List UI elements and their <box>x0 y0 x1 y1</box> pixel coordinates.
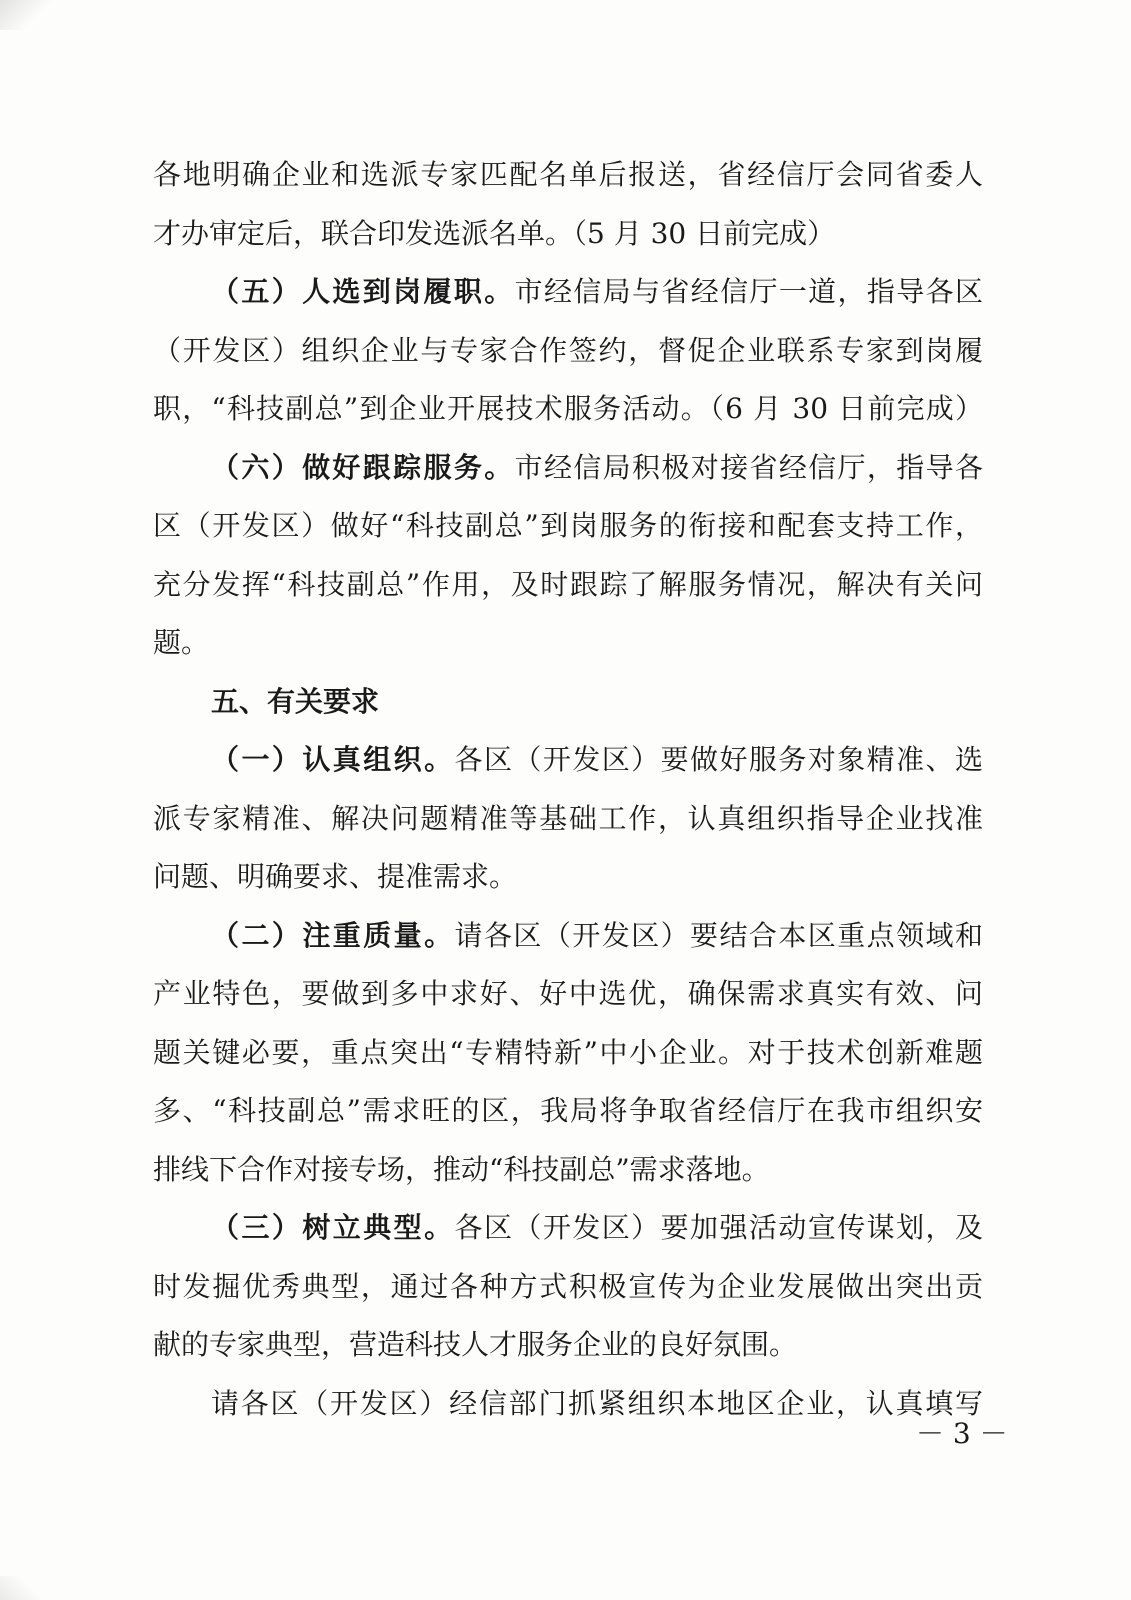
paragraph-line: 派专家精准、解决问题精准等基础工作，认真组织指导企业找准 <box>153 801 983 835</box>
scan-corner-mark <box>0 0 60 30</box>
paragraph-line: 区（开发区）做好“科技副总”到岗服务的衔接和配套支持工作， <box>153 509 983 542</box>
subsection-text: 请各区（开发区）要结合本区重点领域和 <box>454 918 983 952</box>
paragraph-line: 题。 <box>153 626 210 659</box>
paragraph-line: 排线下合作对接专场，推动“科技副总”需求落地。 <box>153 1152 770 1186</box>
subsection-title: （二）注重质量。 <box>211 918 455 952</box>
paragraph-line: 职，“科技副总”到企业开展技术服务活动。（6 月 30 日前完成） <box>153 392 983 425</box>
subsection-line <box>153 907 983 966</box>
subsection-text: 各区（开发区）要做好服务对象精准、选 <box>454 743 983 776</box>
section-heading: 五、有关要求 <box>211 684 380 718</box>
subsection-title: （六）做好跟踪服务。 <box>211 450 515 484</box>
subsection-title: （三）树立典型。 <box>211 1211 455 1244</box>
paragraph-line: 请各区（开发区）经信部门抓紧组织本地区企业，认真填写 <box>211 1386 983 1420</box>
document-body <box>153 146 983 1433</box>
subsection-title: （一）认真组织。 <box>211 743 455 776</box>
subsection-text: 各区（开发区）要加强活动宣传谋划，及 <box>454 1211 983 1244</box>
subsection-title: （五）人选到岗履职。 <box>211 275 515 308</box>
subsection-line <box>153 263 983 322</box>
paragraph-line: 献的专家典型，营造科技人才服务企业的良好氛围。 <box>153 1328 798 1361</box>
paragraph-line: 各地明确企业和选派专家匹配名单后报送，省经信厅会同省委人 <box>153 158 983 191</box>
paragraph-line: 充分发挥“科技副总”作用，及时跟踪了解服务情况，解决有关问 <box>153 567 983 601</box>
subsection-line <box>153 1199 983 1258</box>
page-number: － 3 － <box>916 1417 1008 1450</box>
subsection-text: 市经信局积极对接省经信厅，指导各 <box>514 450 983 484</box>
paragraph-line: 时发掘优秀典型，通过各种方式积极宣传为企业发展做出突出贡 <box>153 1269 983 1303</box>
paragraph-line: 多、“科技副总”需求旺的区，我局将争取省经信厅在我市组织安 <box>153 1094 983 1127</box>
paragraph-line: 产业特色，要做到多中求好、好中选优，确保需求真实有效、问 <box>153 977 983 1010</box>
paragraph-line: 题关键必要，重点突出“专精特新”中小企业。对于技术创新难题 <box>153 1035 983 1069</box>
scan-corner-mark-bottom <box>0 1576 50 1600</box>
paragraph-line: （开发区）组织企业与专家合作签约，督促企业联系专家到岗履 <box>153 333 983 367</box>
subsection-line <box>153 731 983 790</box>
subsection-text: 市经信局与省经信厅一道，指导各区 <box>514 275 983 308</box>
subsection-line <box>153 439 983 498</box>
paragraph-line: 才办审定后，联合印发选派名单。（5 月 30 日前完成） <box>153 216 836 250</box>
paragraph-line: 问题、明确要求、提准需求。 <box>153 860 518 893</box>
